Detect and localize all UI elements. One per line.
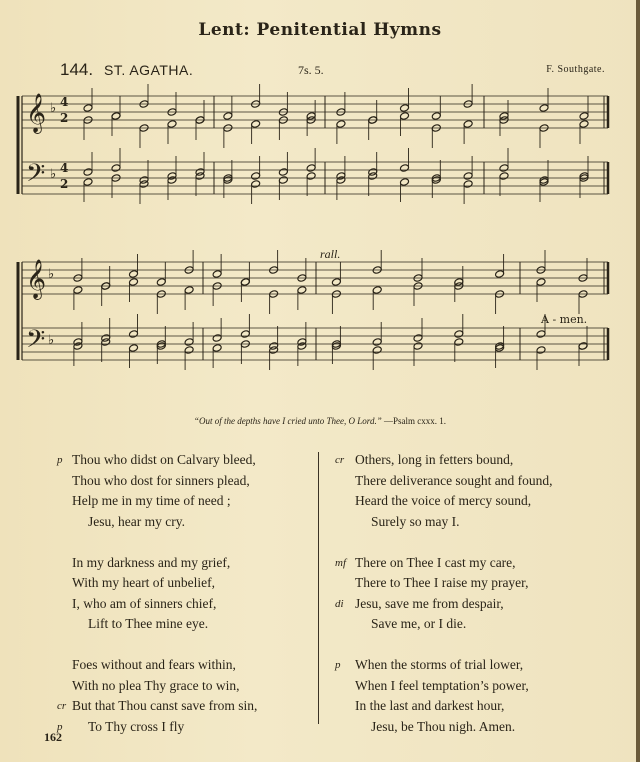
note-head [251,172,261,181]
note-head [278,176,288,185]
note-head [73,286,83,295]
composer: F. Southgate. [546,64,605,75]
note-head [251,120,261,129]
note-head [463,180,473,189]
note-head [413,342,423,351]
verse-line [335,655,595,676]
note-head [536,346,546,355]
verse-line [355,696,595,717]
flat-key-signature: ♭ [50,167,57,182]
note-head [156,278,166,287]
note-head [400,164,410,173]
note-head [400,178,410,187]
time-signature: 4 [60,95,69,109]
note-head [129,278,139,287]
dynamic-marking: p [57,454,63,466]
verse-line [335,594,595,615]
epigraph-ref: —Psalm cxxx. 1. [383,416,446,426]
verse-text: With my heart of unbelief, [72,575,216,590]
stanza [57,655,312,737]
note-head [579,112,589,121]
verse-text: In the last and darkest hour, [355,698,505,713]
page-edge [636,0,640,762]
note-head [184,346,194,355]
note-head [331,278,341,287]
note-head [454,338,464,347]
verse-line [72,512,312,533]
time-signature: 2 [60,111,69,125]
stanza [57,450,312,532]
verse-line [335,553,595,574]
dynamic-marking: di [335,597,344,610]
verse-line [355,676,595,697]
note-head [413,334,423,343]
verse-text: There deliverance sought and found, [355,472,553,488]
note-head [579,120,589,129]
epigraph-quote: “Out of the depths have I cried unto Thee, O Lord.” [194,416,382,426]
note-head [578,342,588,351]
note-head [463,120,473,129]
verse-line [57,696,312,717]
note-head [539,104,549,113]
verse-text: But that Thou canst save from sin, [72,698,258,713]
dynamic-marking: mf [335,556,346,569]
note-head [240,330,250,339]
column-divider [318,452,319,724]
note-head [400,112,410,121]
verse-text: To Thy cross I fly [88,718,185,734]
verse-line [335,450,595,471]
verse-line [72,471,312,492]
note-head [212,270,222,279]
verse-text: There to Thee I raise my prayer, [355,575,529,590]
note-head [306,172,316,181]
verse-line [355,491,595,512]
note-head [297,286,307,295]
verse-text: With no plea Thy grace to win, [72,677,240,693]
tune-name: ST. AGATHA. [104,62,194,78]
note-head [184,286,194,295]
verse-text: Heard the voice of mercy sound, [355,493,532,508]
verse-text: Save me, or I die. [371,616,467,631]
note-head [129,270,139,279]
note-head [499,172,509,181]
note-head [463,172,473,181]
verse-text: There on Thee I cast my care, [355,554,516,570]
verse-text: Help me in my time of need ; [72,493,231,508]
note-head [372,286,382,295]
verse-line [57,450,312,471]
verse-line [72,594,312,615]
stanza [335,450,595,532]
verse-line [72,553,312,574]
note-head [495,270,505,279]
stanza [72,553,312,635]
verse-line [72,655,312,676]
treble-clef: 𝄞 [26,93,47,133]
stanza [335,553,595,635]
note-head [111,164,121,173]
note-head [499,164,509,173]
verse-text: Thou who dost for sinners plead, [72,472,250,488]
time-signature: 4 [60,161,69,175]
note-head [372,338,382,347]
meter: 7s. 5. [298,63,324,77]
note-head [212,344,222,353]
note-head [336,120,346,129]
verse-text: Others, long in fetters bound, [355,452,514,467]
note-head [431,112,441,121]
note-head [372,346,382,355]
verse-line [57,717,312,738]
epigraph [0,416,640,426]
note-head [129,330,139,339]
treble-clef: 𝄞 [26,259,47,299]
verse-text: Jesu, hear my cry. [88,513,185,529]
note-head [306,164,316,173]
bass-clef: 𝄢 [26,159,46,194]
note-head [454,330,464,339]
verse-text: Thou who didst on Calvary bleed, [72,452,256,467]
flat-key-signature: ♭ [50,101,57,116]
verse-text: Jesu, be Thou nigh. Amen. [371,718,516,734]
note-head [83,104,93,113]
note-head [184,338,194,347]
note-head [278,168,288,177]
verse-text: Jesu, save me from despair, [355,595,504,611]
time-signature: 2 [60,177,69,191]
note-head [536,330,546,339]
note-head [167,120,177,129]
dynamic-marking: p [57,720,63,733]
verse-line [72,614,312,635]
rall-marking: rall. [320,247,341,261]
note-head [83,178,93,187]
verse-text: Surely so may I. [371,513,460,529]
note-head [212,334,222,343]
verse-text: In my darkness and my grief, [72,554,231,570]
verse-text: I, who am of sinners chief, [72,595,217,611]
flat-key-signature: ♭ [48,333,55,348]
note-head [240,278,250,287]
amen-lyric: A - men. [541,313,588,326]
verse-line [72,676,312,697]
verses-right-column [335,450,595,758]
verse-text: When the storms of trial lower, [355,657,524,672]
note-head [223,112,233,121]
verse-text: Lift to Thee mine eye. [88,616,209,631]
verse-line [72,573,312,594]
note-head [400,104,410,113]
dynamic-marking: p [335,659,341,671]
flat-key-signature: ♭ [48,267,55,282]
verse-line [355,471,595,492]
note-head [251,180,261,189]
verse-line [355,573,595,594]
dynamic-marking: cr [57,700,67,712]
page-number: 162 [44,730,62,744]
dynamic-marking: cr [335,454,345,466]
verse-text: Foes without and fears within, [72,657,236,672]
verse-text: When I feel temptation’s power, [355,677,529,693]
verse-line [355,512,595,533]
verse-line [355,614,595,635]
note-head [129,344,139,353]
stanza [335,655,595,737]
bass-clef: 𝄢 [26,325,46,360]
note-head [536,278,546,287]
page-header: Lent: Penitential Hymns [198,20,442,40]
hymn-number: 144. [60,60,94,79]
verses-left-column [57,450,312,758]
verse-line [355,717,595,738]
verse-line [72,491,312,512]
note-head [111,112,121,121]
note-head [83,168,93,177]
